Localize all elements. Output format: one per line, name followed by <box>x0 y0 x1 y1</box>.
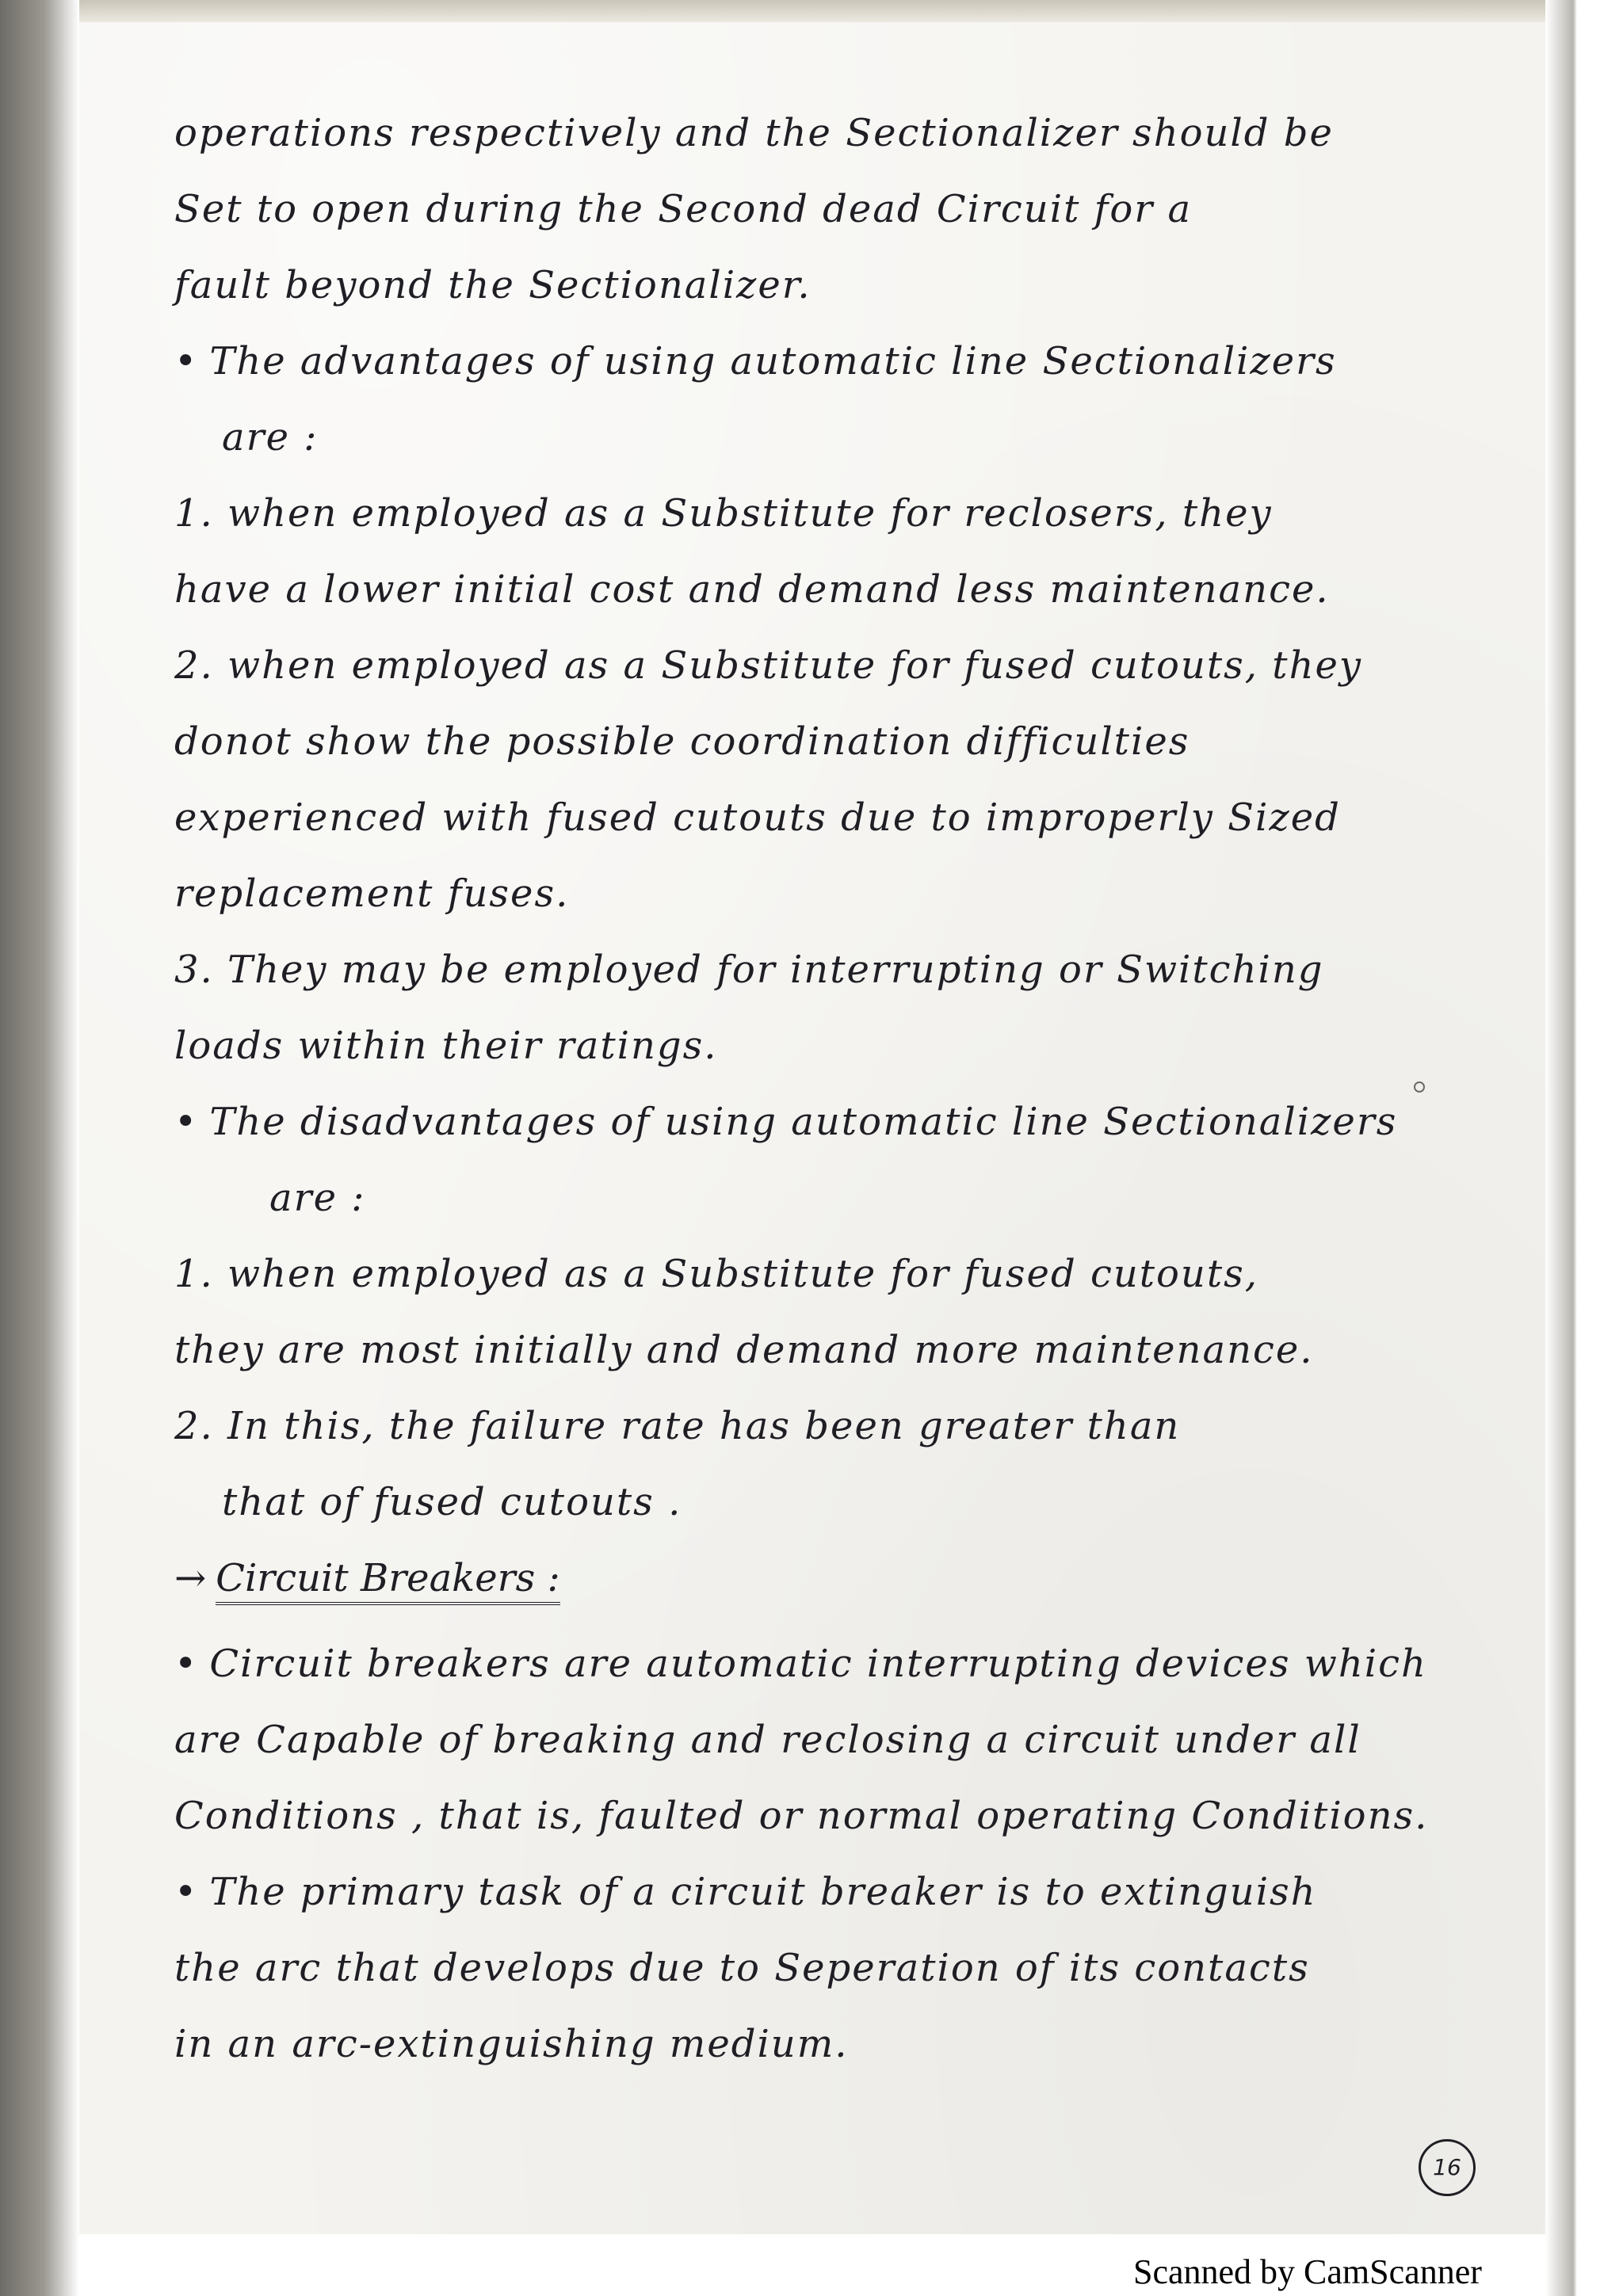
text-line: Conditions , that is, faulted or normal operating Conditions. <box>174 1794 1429 1838</box>
list-item-disadvantage-2: 2. In this, the failure rate has been greater than <box>174 1404 1181 1448</box>
section-heading <box>174 1540 1411 1616</box>
heading-title: Circuit Breakers : <box>216 1556 559 1605</box>
text-line: fault beyond the Sectionalizer. <box>174 263 812 307</box>
arrow-icon: → <box>174 1556 207 1600</box>
text-line: in an arc-extinguishing medium. <box>174 2022 849 2066</box>
bullet-advantages: • The advantages of using automatic line Sectionalizers <box>174 323 1411 399</box>
page-number: 16 <box>1419 2139 1476 2196</box>
bullet-disadvantages: • The disadvantages of using automatic line Sectionalizers <box>174 1084 1411 1160</box>
margin-dot <box>1414 1081 1425 1093</box>
text-line: loads within their ratings. <box>174 1024 718 1068</box>
list-item-disadvantage-1: 1. when employed as a Substitute for fused cutouts, <box>174 1252 1259 1296</box>
text-line: donot show the possible coordination difficulties <box>174 719 1190 764</box>
bullet-primary-task: • The primary task of a circuit breaker is to extinguish <box>174 1854 1411 1930</box>
text-line: are Capable of breaking and reclosing a circuit under all <box>174 1718 1361 1762</box>
text-line: are : <box>222 415 319 460</box>
text-line: Set to open during the Second dead Circuit for a <box>174 187 1193 231</box>
text-line: experienced with fused cutouts due to improperly Sized <box>174 795 1341 840</box>
list-item-advantage-1: 1. when employed as a Substitute for reclosers, they <box>174 491 1273 536</box>
list-item-advantage-2: 2. when employed as a Substitute for fused cutouts, they <box>174 643 1363 688</box>
text-line: operations respectively and the Sectionalizer should be <box>174 111 1334 155</box>
text-line: replacement fuses. <box>174 871 570 916</box>
text-line: that of fused cutouts . <box>222 1480 682 1524</box>
handwritten-notes <box>174 95 1429 2082</box>
text-line: they are most initially and demand more maintenance. <box>174 1328 1314 1372</box>
text-line: the arc that develops due to Seperation of its contacts <box>174 1946 1310 1990</box>
text-line: have a lower initial cost and demand less maintenance. <box>174 567 1330 612</box>
text-line: are : <box>269 1176 366 1220</box>
scanner-watermark: Scanned by CamScanner <box>1133 2252 1482 2291</box>
bullet-circuit-breakers: • Circuit breakers are automatic interrupting devices which <box>174 1626 1411 1702</box>
list-item-advantage-3: 3. They may be employed for interrupting or Switching <box>174 948 1324 992</box>
page-top-edge <box>79 0 1545 22</box>
